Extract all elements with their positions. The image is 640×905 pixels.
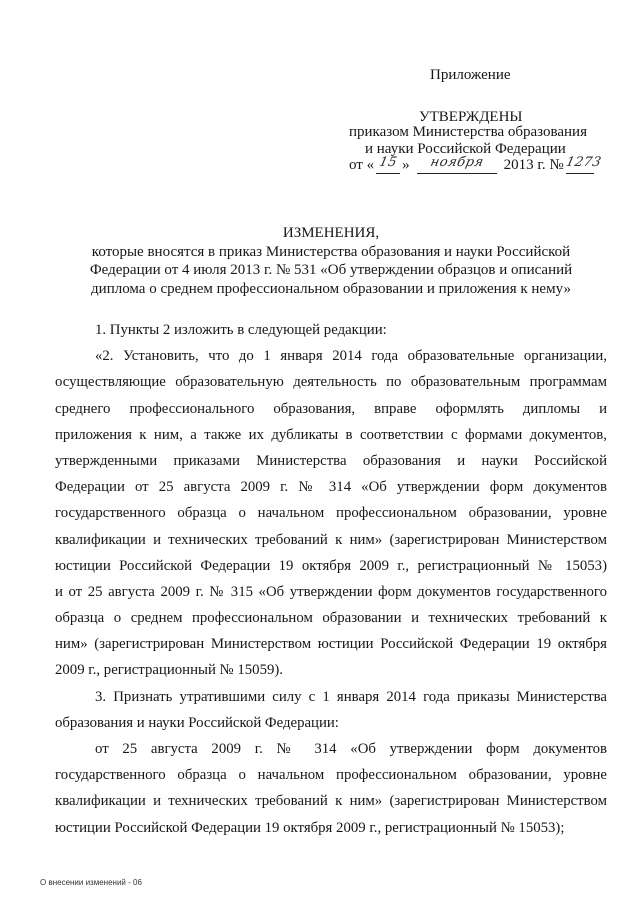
new-wording-line: приложения к ним, а также их дубликаты в соответствии с формами документов, [55,426,607,443]
repealed-order-line: государственного образца о начальном профессиональном образовании, уровне [55,767,607,784]
new-wording-line: «2. Установить, что до 1 января 2014 года образовательные организации, [95,348,607,365]
document-title [55,224,607,298]
item-1: 1. Пункты 2 изложить в следующей редакции: [95,322,387,338]
repealed-order-line: от 25 августа 2009 г. № 314 «Об утверждении форм документов [95,741,607,757]
new-wording-line: Федерации от 25 августа 2009 г. № 314 «Об утверждении форм документов [55,479,607,496]
title-line: которые вносятся в приказ Министерства образования и науки Российской [91,243,571,260]
order-line-2: и науки Российской Федерации [365,141,566,157]
new-wording-line: утвержденными приказами Министерства образования и науки Российской [55,452,607,469]
handwritten-day: 15 [377,155,399,170]
handwritten-month: ноября [428,155,485,170]
date-year: 2013 г. № [503,157,564,173]
footer-doc-reference: О внесении изменений - 06 [40,878,142,887]
order-line-1: приказом Министерства образования [349,124,587,140]
new-wording-line: квалификации и технических требований к ним» (зарегистрирован Министерством [55,531,607,548]
new-wording-line: государственного образца о начальном профессиональном образовании, уровне [55,505,607,522]
approved-stamp-text: УТВЕРЖДЕНЫ [419,109,523,125]
title-line: Федерации от 4 июля 2013 г. № 531 «Об утверждении образцов и описаний [89,262,573,278]
new-wording-line: образца о среднем профессиональном образовании и технических требований к [55,610,607,627]
repealed-order-line: квалификации и технических требований к ним» (зарегистрирован Министерством [55,793,607,810]
approval-date-line [349,155,603,174]
new-wording-line: 2009 г., регистрационный № 15059). [55,662,283,679]
repealed-order-line: юстиции Российской Федерации 19 октября 2009 г., регистрационный № 15053); [55,819,565,836]
date-quote-close: » [402,157,410,173]
new-wording-line: осуществляющие образовательную деятельность по образовательным программам [55,374,607,391]
new-wording-line: юстиции Российской Федерации 19 октября 2009 г., регистрационный № 15053) [55,557,607,574]
date-month-field [417,156,497,174]
item-3-line: 3. Признать утратившими силу с 1 января 2014 года приказы Министерства [95,688,607,705]
order-number-field [564,155,603,174]
appendix-label: Приложение [430,67,511,83]
title-heading: ИЗМЕНЕНИЯ, [282,225,380,241]
new-wording-line: среднего профессионального образования, вправе оформлять дипломы и [55,400,607,417]
title-line: диплома о среднем профессиональном образовании и приложения к нему» [91,280,571,297]
new-wording-line: ним» (зарегистрирован Министерством юстиции Российской Федерации 19 октября [55,636,607,653]
handwritten-order-number: 1273 [564,155,603,170]
new-wording-line: и от 25 августа 2009 г. № 315 «Об утверждении форм документов государственного [55,583,607,600]
date-day-field [376,156,400,174]
date-prefix: от « [349,157,375,173]
document-body [55,317,607,841]
item-3-line: образования и науки Российской Федерации: [55,714,339,731]
